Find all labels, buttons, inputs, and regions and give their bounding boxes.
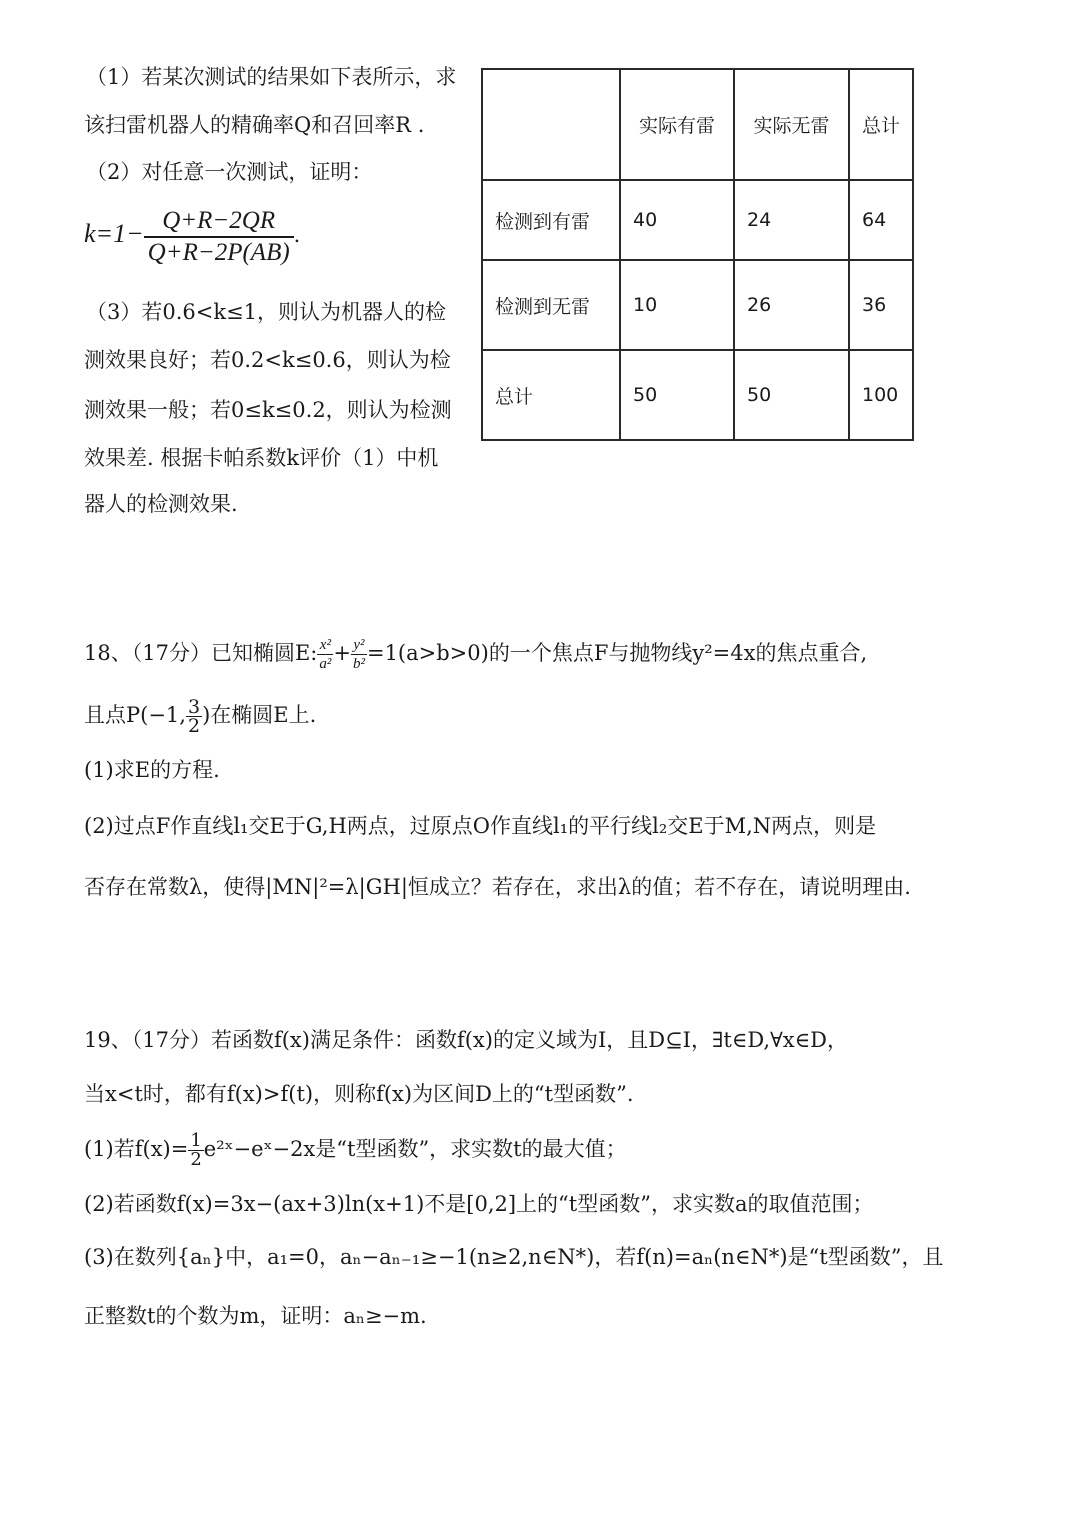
q18-line1: 18、（17分）已知椭圆E: $\frac{\text{x²}}{\text{a²}}$ + $\frac{\text{y²}}{\text{b²}}$ =1(a>b>0)的一个焦点F与抛物线y²=4x的焦点重合, (84, 637, 868, 672)
q19-sub1-text: (1)若f(x)= (84, 1137, 189, 1161)
q17-part3-line5: 器人的检测效果. (84, 492, 238, 516)
frac-den: 2 (187, 715, 201, 737)
point-y-fraction (186, 698, 202, 735)
table-cell: 26 (734, 260, 849, 350)
frac-den: a² (319, 656, 332, 672)
q18-line2 (84, 690, 316, 740)
frac-num: y² (351, 636, 367, 655)
frac-den: 2 (190, 1149, 202, 1170)
formula-tail: . (293, 223, 301, 247)
q17-part3-line2: 测效果良好；若0.2<k≤0.6，则认为检 (84, 348, 451, 372)
q18-point-text: 且点P(−1, (84, 703, 186, 727)
q17-part3-line1: （3）若0.6<k≤1，则认为机器人的检 (86, 300, 447, 324)
formula-fraction (144, 206, 294, 268)
table-header-cell: 总计 (849, 69, 913, 180)
table-row-label: 检测到有雷 (482, 180, 620, 260)
q19-sub3: (3)在数列{aₙ}中，a₁=0，aₙ−aₙ₋₁≥−1(n≥2,n∈N*)，若f(n)=aₙ(n∈N*)是“t型函数”，且 (84, 1245, 944, 1269)
q19-sub1 (84, 1124, 627, 1174)
q18-sub1: (1)求E的方程. (84, 758, 220, 782)
q17-formula (84, 204, 300, 268)
half-fraction (188, 1132, 203, 1169)
table-cell: 40 (620, 180, 734, 260)
table-header-row (482, 69, 913, 180)
table-corner-cell (482, 69, 620, 180)
q17-part1-line1: （1）若某次测试的结果如下表所示，求 (86, 65, 457, 89)
table-cell: 10 (620, 260, 734, 350)
formula-lhs: k=1− (84, 219, 144, 248)
q17-part3-line4: 效果差. 根据卡帕系数k评价（1）中机 (84, 446, 439, 470)
q19-sub1-tail: e²ˣ−eˣ−2x是“t型函数”，求实数t的最大值； (203, 1137, 627, 1161)
q17-part3-line3: 测效果一般；若0≤k≤0.2，则认为检测 (84, 398, 452, 422)
table-row-label: 总计 (482, 350, 620, 440)
results-table (481, 68, 914, 441)
frac-num: 1 (190, 1130, 202, 1151)
q18-sub2: (2)过点F作直线l₁交E于G,H两点，过原点O作直线l₁的平行线l₂交E于M,N两点，则是 (84, 814, 877, 838)
formula-numerator: Q+R−2QR (144, 206, 294, 238)
table-row (482, 350, 913, 440)
q17-part2-line1: （2）对任意一次测试，证明： (86, 160, 373, 184)
table-cell: 64 (849, 180, 913, 260)
ellipse-x-fraction (317, 636, 333, 673)
table-header-cell: 实际无雷 (734, 69, 849, 180)
table-cell: 50 (620, 350, 734, 440)
frac-num: 3 (187, 696, 201, 718)
ellipse-y-fraction (351, 636, 367, 673)
frac-num: x² (317, 636, 333, 655)
table-row (482, 260, 913, 350)
table-row (482, 180, 913, 260)
q19-line1: 19、（17分）若函数f(x)满足条件：函数f(x)的定义域为I，且D⊆I，∃t∈D,∀x∈D， (84, 1028, 849, 1052)
table-cell: 24 (734, 180, 849, 260)
table-cell: 50 (734, 350, 849, 440)
table-cell: 36 (849, 260, 913, 350)
q18-intro-tail: =1(a>b>0)的一个焦点F与抛物线y²=4x的焦点重合, (366, 641, 868, 665)
q19-sub2: (2)若函数f(x)=3x−(ax+3)ln(x+1)不是[0,2]上的“t型函数”，求实数a的取值范围； (84, 1192, 874, 1216)
table-cell: 100 (849, 350, 913, 440)
table-header-cell: 实际有雷 (620, 69, 734, 180)
q18-intro: 18、（17分）已知椭圆E: (84, 641, 318, 665)
formula-denominator: Q+R−2P(AB) (147, 238, 290, 266)
table-row-label: 检测到无雷 (482, 260, 620, 350)
q18-sub2-cont: 否存在常数λ，使得|MN|²=λ|GH|恒成立？若存在，求出λ的值；若不存在，请说明理由. (84, 875, 911, 899)
q19-line2: 当x<t时，都有f(x)>f(t)，则称f(x)为区间D上的“t型函数”. (84, 1082, 634, 1106)
q19-sub3-cont: 正整数t的个数为m，证明：aₙ≥−m. (84, 1304, 427, 1328)
q18-point-tail: )在椭圆E上. (202, 703, 317, 727)
q17-part1-line2: 该扫雷机器人的精确率Q和召回率R . (84, 113, 425, 137)
frac-den: b² (352, 656, 365, 672)
